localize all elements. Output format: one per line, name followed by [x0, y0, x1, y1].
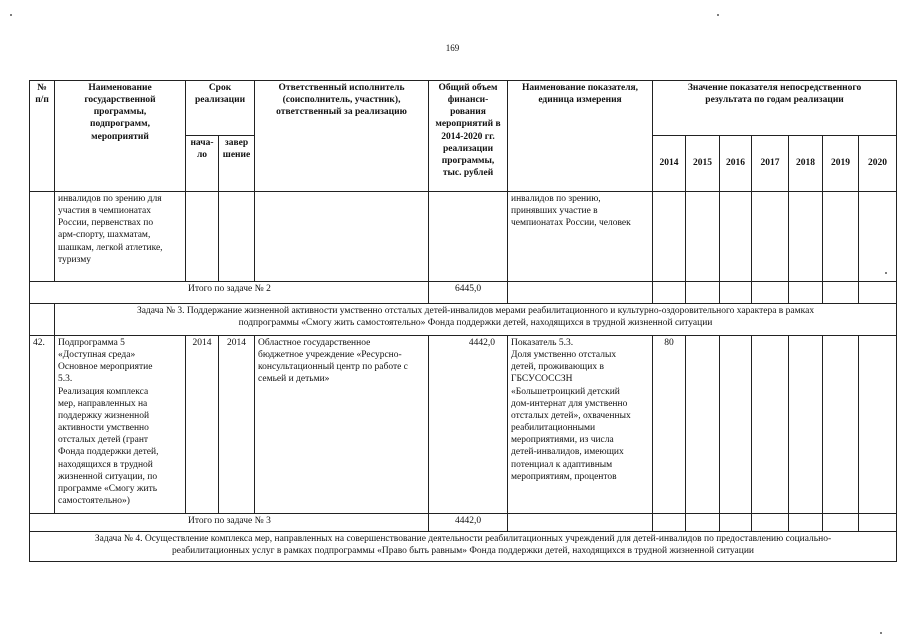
year-2016: 2016 [720, 136, 752, 192]
header-name: Наименование государственной программы, подпрограмм, мероприятий [55, 81, 186, 192]
page-number: 169 [445, 43, 460, 53]
header-values: Значение показателя непосредственного результата по годам реализации [653, 81, 897, 136]
cont-indicator-cell: инвалидов по зрению, принявших участие в чемпионатах России, человек [508, 192, 653, 282]
header-num: № п/п [30, 81, 55, 192]
total-task-2-label: Итого по задаче № 2 [30, 282, 429, 304]
total-task-3-value: 4442,0 [429, 514, 508, 532]
header-term-end: завер шение [219, 136, 255, 192]
year-2015: 2015 [686, 136, 720, 192]
task-4-row [30, 532, 897, 562]
year-2020: 2020 [859, 136, 897, 192]
header-term: Срок реализации [186, 81, 255, 136]
continuation-row [30, 192, 897, 282]
row-42-name: Подпрограмма 5 «Доступная среда» Основное мероприятие 5.3. Реализация комплекса мер, направленных на поддержку жизненной активности умственно отсталых детей (грант Фонда поддержки детей, находящихся в трудной жизненной ситуации, по программе «Смогу жить самостоятельно») [55, 336, 186, 514]
year-2018: 2018 [789, 136, 823, 192]
year-2014: 2014 [653, 136, 686, 192]
header-executor: Ответственный исполнитель (соисполнитель, участник), ответственный за реализацию [255, 81, 429, 192]
total-task-3-label: Итого по задаче № 3 [30, 514, 429, 532]
task-3-row [30, 304, 897, 336]
scan-speck [10, 14, 12, 16]
row-42-value-2014: 80 [653, 336, 686, 514]
row-42-indicator: Показатель 5.3. Доля умственно отсталых детей, проживающих в ГБСУСОССЗН «Большетроицкий детский дом-интернат для умственно отсталых детей», охваченных реабилитационными мероприятиями, из числа детей-инвалидов, имеющих потенциал к адаптивным мероприятиям, процентов [508, 336, 653, 514]
header-volume: Общий объем финанси- рования мероприятий в 2014-2020 гг. реализации программы, тыс. рублей [429, 81, 508, 192]
cont-name-cell: инвалидов по зрению для участия в чемпионатах России, первенствах по арм-спорту, шахматам, шашкам, легкой атлетике, туризму [55, 192, 186, 282]
row-42-executor: Областное государственное бюджетное учреждение «Ресурсно- консультационный центр по работе с семьей и детьми» [255, 336, 429, 514]
row-42-start: 2014 [186, 336, 219, 514]
row-42-end: 2014 [219, 336, 255, 514]
scan-speck [885, 272, 887, 274]
total-task-2-value: 6445,0 [429, 282, 508, 304]
header-indicator: Наименование показателя, единица измерения [508, 81, 653, 192]
total-task-2-row [30, 282, 897, 304]
header-row-1 [30, 81, 897, 136]
year-2019: 2019 [823, 136, 859, 192]
table-row-42 [30, 336, 897, 514]
task-4-heading: Задача № 4. Осуществление комплекса мер, направленных на совершенствование деятельности реабилитационных учреждений для детей-инвалидов по предоставлению социально- реабилитационных услуг в рамках подпрограммы «Право быть равным» Фонда поддержки детей, находящихся в трудной жизненной ситуации [30, 532, 897, 562]
program-table [29, 80, 897, 562]
header-term-start: нача- ло [186, 136, 219, 192]
row-42-num: 42. [30, 336, 55, 514]
year-2017: 2017 [752, 136, 789, 192]
total-task-3-row [30, 514, 897, 532]
task-3-heading: Задача № 3. Поддержание жизненной активности умственно отсталых детей-инвалидов мерами реабилитационного и культурно-оздоровительного характера в рамках подпрограммы «Смогу жить самостоятельно» Фонда поддержки детей, находящихся в трудной жизненной ситуации [55, 304, 897, 336]
scan-speck [880, 632, 882, 634]
scan-speck [717, 14, 719, 16]
row-42-volume: 4442,0 [429, 336, 508, 514]
